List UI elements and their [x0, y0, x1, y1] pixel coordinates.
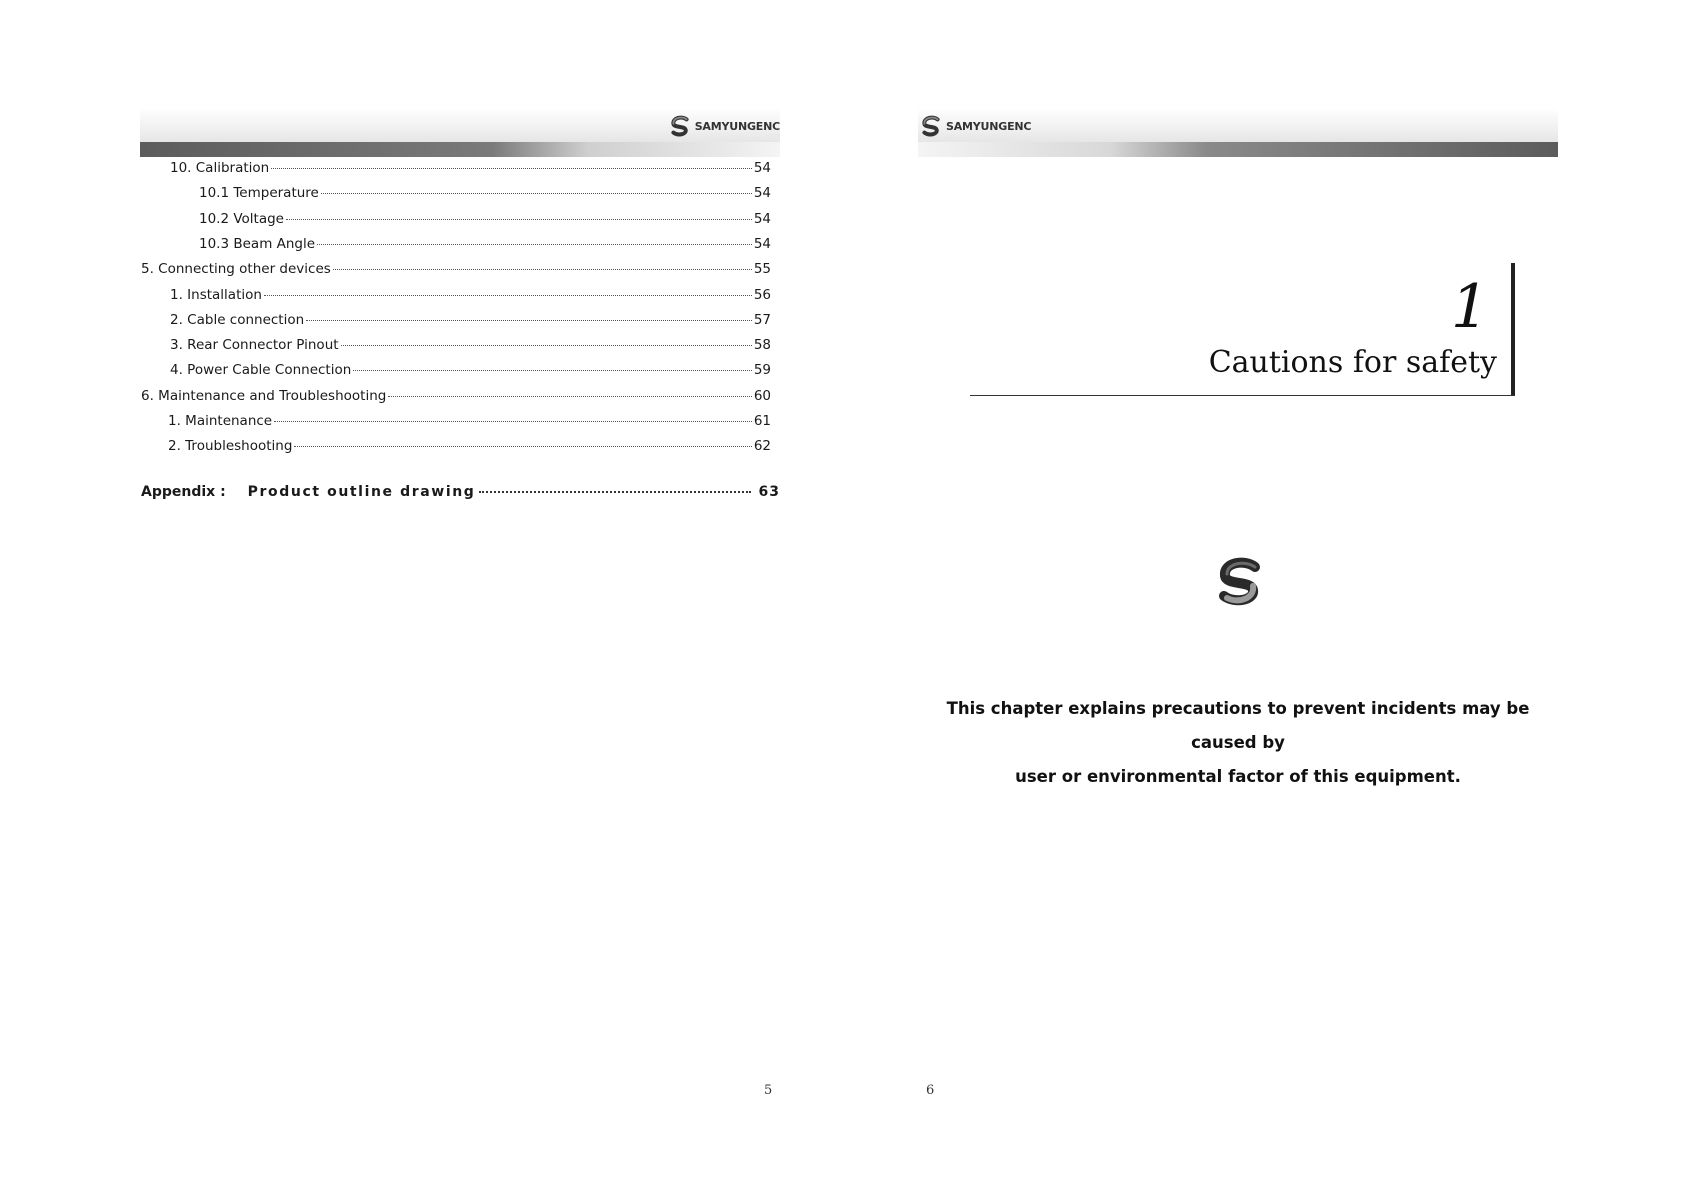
- header-wordmark: SAMYUNGENC: [694, 119, 780, 133]
- toc-entry-page-number: 62: [753, 438, 771, 455]
- s-swirl-logo-icon: [1215, 556, 1265, 606]
- toc-entry-label: 10.3 Beam Angle: [199, 235, 316, 252]
- toc-entry-label: 3. Rear Connector Pinout: [170, 337, 339, 354]
- toc-entry-label: 1. Installation: [170, 286, 262, 303]
- toc-entry-page-number: 54: [753, 185, 771, 202]
- chapter-horizontal-rule: [970, 395, 1515, 396]
- toc-entry-page-number: 59: [753, 362, 771, 379]
- toc-entry[interactable]: [141, 337, 771, 359]
- header-bar: [918, 142, 1558, 157]
- dot-leader: [333, 269, 752, 270]
- header-logo: [920, 114, 1031, 138]
- toc-entry-page-number: 57: [753, 311, 771, 328]
- toc-entry[interactable]: [141, 413, 771, 435]
- toc-entry-page-number: 60: [753, 387, 771, 404]
- toc-entry[interactable]: [141, 287, 771, 309]
- toc-entry-label: 6. Maintenance and Troubleshooting: [141, 387, 387, 404]
- toc-entry-label: 2. Troubleshooting: [168, 438, 293, 455]
- chapter-title: Cautions for safety: [1208, 345, 1497, 380]
- toc-entry-label: 10.2 Voltage: [199, 210, 284, 227]
- header-wordmark: SAMYUNGENC: [946, 119, 1032, 133]
- dot-leader: [306, 320, 752, 321]
- dot-leader: [274, 421, 752, 422]
- toc-entry[interactable]: [141, 236, 771, 258]
- toc-entry-page-number: 55: [753, 261, 771, 278]
- appendix-page-number: 63: [758, 484, 780, 500]
- toc-entry-page-number: 54: [753, 235, 771, 252]
- toc-entry-label: 2. Cable connection: [170, 311, 305, 328]
- dot-leader: [341, 345, 752, 346]
- dot-leader: [353, 370, 752, 371]
- dot-leader: [264, 295, 752, 296]
- chapter-heading-box: [970, 263, 1515, 396]
- toc-entry[interactable]: [141, 362, 771, 384]
- chapter-description-line: This chapter explains precautions to prevent incidents may be caused by: [946, 699, 1530, 752]
- toc-entry-page-number: 58: [753, 337, 771, 354]
- toc-entry-label: 10. Calibration: [170, 160, 270, 176]
- right-page-header: [918, 108, 1558, 160]
- left-page-number: 5: [764, 1083, 773, 1098]
- toc-entry[interactable]: [141, 185, 771, 207]
- toc-entry-label: 5. Connecting other devices: [141, 261, 331, 278]
- s-swirl-logo-icon: [669, 114, 691, 138]
- toc-entry[interactable]: [141, 438, 771, 460]
- toc-entry-page-number: 61: [753, 413, 771, 429]
- header-bar: [140, 142, 780, 157]
- toc-entry-label: 10.1 Temperature: [199, 185, 319, 202]
- toc-entry-label: 4. Power Cable Connection: [170, 362, 352, 379]
- dot-leader: [271, 168, 752, 169]
- dot-leader: [317, 244, 752, 245]
- dot-leader: [388, 396, 751, 397]
- left-page-header: [140, 108, 780, 160]
- toc-appendix-entry[interactable]: [141, 484, 780, 506]
- chapter-number: 1: [1450, 272, 1489, 342]
- right-page-number: 6: [926, 1083, 935, 1098]
- toc-entry-page-number: 56: [753, 286, 771, 303]
- toc-entry-page-number: 54: [753, 160, 771, 176]
- dot-leader: [479, 491, 750, 493]
- dot-leader: [294, 446, 751, 447]
- toc-entry[interactable]: [141, 388, 771, 410]
- toc-entry-page-number: 54: [753, 210, 771, 227]
- chapter-description-line: user or environmental factor of this equipment.: [1015, 767, 1461, 786]
- appendix-title: Product outline drawing: [247, 484, 476, 500]
- toc-entry[interactable]: [141, 160, 771, 182]
- toc-entry[interactable]: [141, 211, 771, 233]
- appendix-prefix: Appendix :: [141, 484, 226, 500]
- dot-leader: [286, 219, 752, 220]
- toc-entry[interactable]: [141, 261, 771, 283]
- s-swirl-logo-icon: [920, 114, 942, 138]
- dot-leader: [321, 193, 752, 194]
- toc-entry[interactable]: [141, 312, 771, 334]
- header-logo: [669, 114, 780, 138]
- chapter-vertical-rule: [1511, 263, 1515, 396]
- chapter-description: [918, 692, 1558, 794]
- toc-entry-label: 1. Maintenance: [168, 413, 273, 429]
